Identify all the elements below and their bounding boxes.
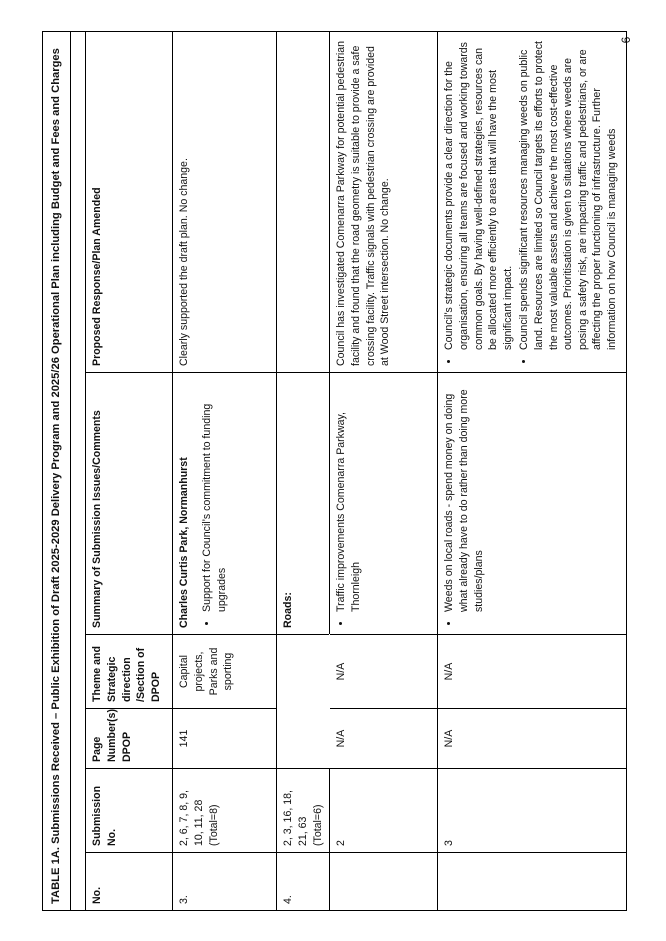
header-submission: Submission No. xyxy=(86,769,173,853)
summary-bullet: • Traffic improvements Comenarra Parkway, Thornleigh xyxy=(334,379,363,612)
theme: N/A xyxy=(330,635,438,709)
submission-numbers: 2 xyxy=(330,769,438,853)
summary-cell xyxy=(173,373,277,635)
row-number: 4. xyxy=(277,853,330,911)
submission-numbers: 2, 3, 16, 18, 21, 63 (Total=6) xyxy=(277,769,330,853)
summary-heading: Roads: xyxy=(282,592,295,628)
spacer-row xyxy=(71,31,86,910)
table-title-row xyxy=(43,31,71,910)
header-response: Proposed Response/Plan Amended xyxy=(86,31,173,372)
summary-bullet: • Weeds on local roads - spend money on doing what already have to do rather than doing more studies/plans xyxy=(442,379,486,612)
submission-numbers: 2, 6, 7, 8, 9, 10, 11, 28 (Total=8) xyxy=(173,769,277,853)
response-cell: Council has investigated Comenarra Parkway for potential pedestrian facility and found that the road geometry is suitable to provide a safe crossing facility. Traffic signals with pedestrian crossing are provided at Wood Street intersection. No change. xyxy=(330,31,438,372)
theme: N/A xyxy=(438,635,626,709)
table-title: TABLE 1A. Submissions Received – Public Exhibition of Draft 2025-2029 Delivery Program and 2025/26 Operational Plan including Budget and Fees and Charges xyxy=(43,31,71,910)
summary-cell xyxy=(330,373,438,635)
summary-bullet: • Support for Council’s commitment to funding upgrades xyxy=(200,379,229,612)
response-cell xyxy=(438,31,626,372)
header-theme: Theme and Strategic direction /Section of DPOP xyxy=(86,635,173,709)
page-numbers: N/A xyxy=(330,709,438,769)
page-numbers: N/A xyxy=(438,709,626,769)
summary-heading: Charles Curtis Park, Normanhurst xyxy=(178,457,191,628)
table-row xyxy=(173,31,277,910)
submission-numbers: 3 xyxy=(438,769,626,853)
theme: Capital projects, Parks and sporting xyxy=(173,635,277,709)
table-row xyxy=(330,31,438,910)
page-numbers: 141 xyxy=(173,709,277,769)
submissions-table xyxy=(42,31,627,911)
header-no: No. xyxy=(86,853,173,911)
response-bullet: • Council spends significant resources managing weeds on public land. Resources are limited so Council targets its efforts to protect the most valuable assets and achieve the most cost-effective outcomes. Prioritisation is given to situations where weeds are posing a safety risk, are impacting traffic and pedestrians, or are affecting the proper functioning of infrastructure. Further information on how Council is managing weeds xyxy=(517,38,619,350)
row-number: 3. xyxy=(173,853,277,911)
summary-cell xyxy=(277,373,330,635)
table-row xyxy=(438,31,626,910)
header-page: Page Number(s) DPOP xyxy=(86,709,173,769)
table-row xyxy=(277,31,330,910)
response-bullet: • Council’s strategic documents provide a clear direction for the organisation, ensuring all teams are focused and working towards common goals. By having well-defined strategies, resources can be allocated more efficiently to areas that will have the most significant impact. xyxy=(442,38,515,350)
header-summary: Summary of Submission Issues/Comments xyxy=(86,373,173,635)
summary-cell xyxy=(438,373,626,635)
header-row xyxy=(86,31,173,910)
response-cell: Clearly supported the draft plan. No change. xyxy=(173,31,277,372)
page-number: 6 xyxy=(619,36,633,44)
